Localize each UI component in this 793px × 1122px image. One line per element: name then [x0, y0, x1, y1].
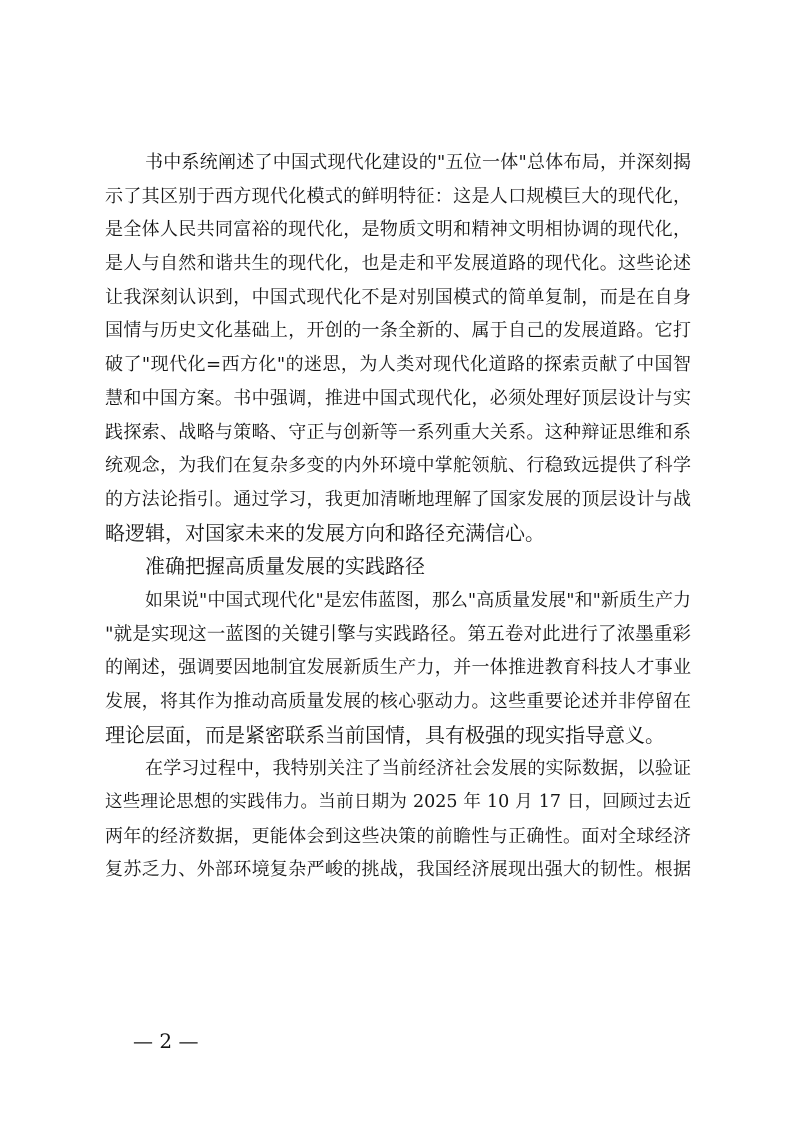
body-text [105, 146, 691, 887]
text-line: 略逻辑，对国家未来的发展方向和路径充满信心。 [105, 520, 545, 545]
text-line: 让我深刻认识到，中国式现代化不是对别国模式的简单复制，而是在自身 [105, 286, 691, 308]
text-line: 示了其区别于西方现代化模式的鲜明特征：这是人口规模巨大的现代化， [105, 185, 691, 207]
text-line: 践探索、战略与策略、守正与创新等一系列重大关系。这种辩证思维和系 [105, 421, 691, 443]
text-line: 复苏乏力、外部环境复杂严峻的挑战，我国经济展现出强大的韧性。根据 [105, 859, 691, 881]
text-line: 两年的经济数据，更能体会到这些决策的前瞻性与正确性。面对全球经济 [105, 825, 691, 847]
text-line: 破了"现代化=西方化"的迷思，为人类对现代化道路的探索贡献了中国智 [105, 354, 691, 376]
paragraph-high-quality-development [105, 584, 691, 752]
text-line: 的阐述，强调要因地制宜发展新质生产力，并一体推进教育科技人才事业 [105, 657, 691, 679]
text-line: 国情与历史文化基础上，开创的一条全新的、属于自己的发展道路。它打 [105, 320, 691, 342]
text-line: 慧和中国方案。书中强调，推进中国式现代化，必须处理好顶层设计与实 [105, 387, 691, 409]
section-heading-text: 准确把握高质量发展的实践路径 [145, 554, 425, 579]
text-line: 如果说"中国式现代化"是宏伟蓝图，那么"高质量发展"和"新质生产力 [145, 589, 691, 611]
text-line: "就是实现这一蓝图的关键引擎与实践路径。第五卷对此进行了浓墨重彩 [105, 623, 691, 645]
page-number: — 2 — [133, 1029, 199, 1053]
text-line: 是全体人民共同富裕的现代化，是物质文明和精神文明相协调的现代化， [105, 219, 691, 241]
text-line: 这些理论思想的实践伟力。当前日期为 2025 年 10 月 17 日，回顾过去近 [105, 792, 691, 813]
text-line: 理论层面，而是紧密联系当前国情，具有极强的现实指导意义。 [105, 722, 665, 747]
text-line: 书中系统阐述了中国式现代化建设的"五位一体"总体布局，并深刻揭 [145, 152, 691, 173]
text-line: 的方法论指引。通过学习，我更加清晰地理解了国家发展的顶层设计与战 [105, 488, 691, 510]
text-line: 发展，将其作为推动高质量发展的核心驱动力。这些重要论述并非停留在 [105, 691, 691, 712]
section-heading [105, 550, 691, 584]
paragraph-five-in-one [105, 146, 691, 550]
paragraph-economic-data [105, 752, 691, 887]
text-line: 是人与自然和谐共生的现代化，也是走和平发展道路的现代化。这些论述 [105, 253, 691, 275]
text-line: 统观念，为我们在复杂多变的内外环境中掌舵领航、行稳致远提供了科学 [105, 455, 691, 477]
text-line: 在学习过程中，我特别关注了当前经济社会发展的实际数据，以验证 [145, 758, 691, 780]
